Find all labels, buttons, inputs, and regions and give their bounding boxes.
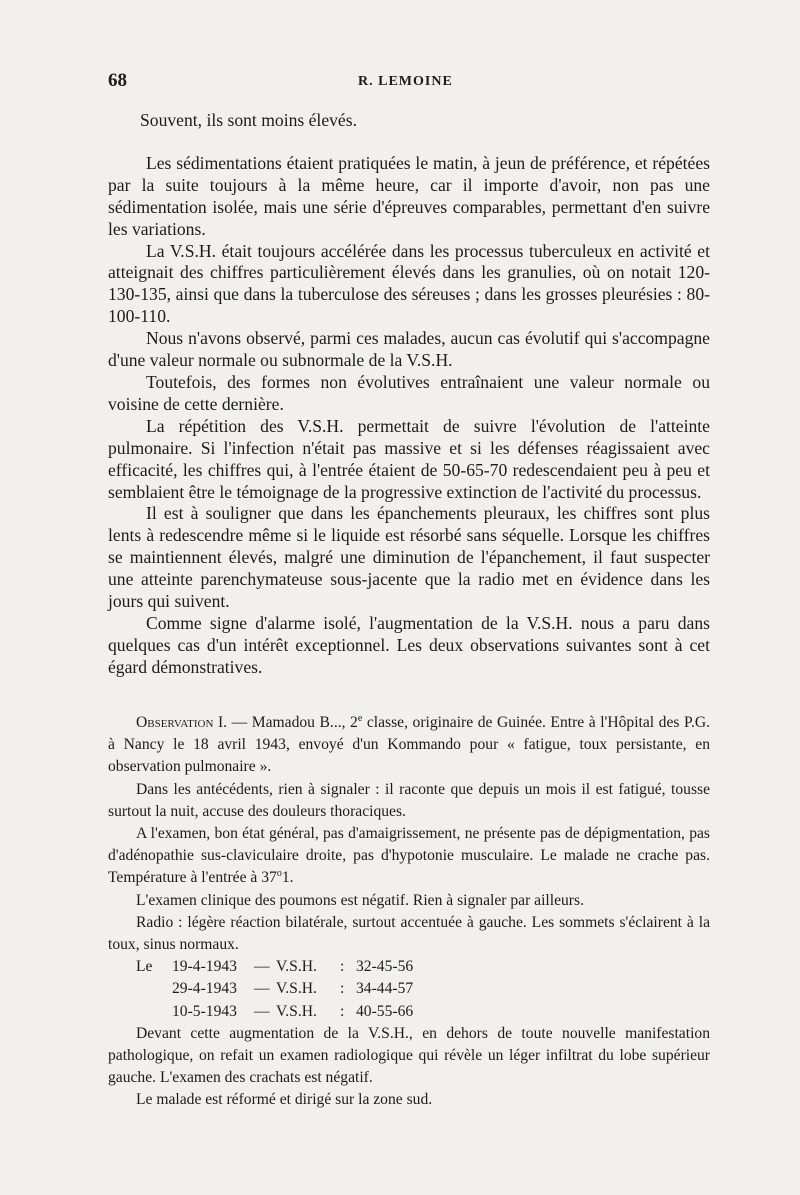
paragraph-2: Les sédimentations étaient pratiquées le matin, à jeun de préférence, et répétées par la suite toujours à la même heure, car il importe d'avoir, non pas une sédimentation isolée, mais une série d'épreuves comparables, permettant d'en suivre les variations.	[108, 152, 710, 239]
observation-intro: Observation I. — Mamadou B..., 2e classe, originaire de Guinée. Entre à l'Hôpital des P.G. à Nancy le 18 avril 1943, envoyé d'un Kommando pour « fatigue, toux persistante, en observation pulmonaire ».	[108, 712, 711, 776]
page-number: 68	[108, 70, 127, 91]
observation-history: Dans les antécédents, rien à signaler : il raconte que depuis un mois il est fatigué, tousse surtout la nuit, accuse des douleurs thoraciques.	[108, 780, 710, 820]
paragraph-1: Souvent, ils sont moins élevés.	[140, 110, 357, 130]
page-header	[108, 70, 708, 94]
paragraph-7: Il est à souligner que dans les épanchements pleuraux, les chiffres sont plus lents à redescendre même si le liquide est résorbé sans séquelle. Lorsque les chiffres se maintiennent élevés, malgré une diminution de l'épanchement, il faut suspecter une atteinte parenchymateuse sous-jacente que la radio met en évidence dans les jours qui suivent.	[108, 503, 710, 612]
vsh-row: Le 19-4-1943 — V.S.H. : 32-45-56	[136, 958, 414, 976]
main-text	[108, 110, 710, 679]
paragraph-5: Toutefois, des formes non évolutives entraînaient une valeur normale ou voisine de cette dernière.	[108, 371, 710, 414]
paragraph-3: La V.S.H. était toujours accélérée dans les processus tuberculeux en activité et atteignait des chiffres particulièrement élevés dans les granulies, où on notait 120-130-135, ainsi que dans la tuberculose des séreuses ; dans les grosses pleurésies : 80-100-110.	[108, 240, 710, 327]
paragraph-4: Nous n'avons observé, parmi ces malades, aucun cas évolutif qui s'accompagne d'une valeur normale ou subnormale de la V.S.H.	[108, 328, 710, 371]
paragraph-6: La répétition des V.S.H. permettait de suivre l'évolution de l'atteinte pulmonaire. Si l'infection n'était pas massive et si les défenses réagissaient avec efficacité, les chiffres qui, à l'entrée étaient de 50-65-70 redescendaient peu à peu et semblaient être le témoignage de la progressive extinction de l'activité du processus.	[108, 415, 710, 502]
paragraph-8: Comme signe d'alarme isolé, l'augmentation de la V.S.H. nous a paru dans quelques cas d'un intérêt exceptionnel. Les deux observations suivantes sont à cet égard démonstratives.	[108, 612, 710, 677]
vsh-table	[136, 956, 710, 1023]
observation-conclusion: Devant cette augmentation de la V.S.H., en dehors de toute nouvelle manifestation pathologique, on refait un examen radiologique qui révèle un léger infiltrat du lobe supérieur gauche. L'examen des crachats est négatif.	[108, 1024, 710, 1087]
observation-block	[108, 712, 710, 1112]
observation-exam: A l'examen, bon état général, pas d'amaigrissement, ne présente pas de dépigmentation, pas d'adénopathie sus-claviculaire droite, pas d'hypotonie musculaire. Le malade ne crache pas. Température à l'entrée à 37$^o$1.	[108, 825, 710, 887]
running-title: R. LEMOINE	[358, 74, 453, 89]
observation-outcome: Le malade est réformé et dirigé sur la zone sud.	[136, 1091, 433, 1109]
vsh-row: 10-5-1943 — V.S.H. : 40-55-66	[172, 1002, 414, 1020]
vsh-row: 29-4-1943 — V.S.H. : 34-44-57	[172, 980, 414, 998]
observation-heading: Observation I.	[136, 714, 228, 731]
observation-lungs: L'examen clinique des poumons est négatif. Rien à signaler par ailleurs.	[136, 891, 584, 909]
observation-radio: Radio : légère réaction bilatérale, surtout accentuée à gauche. Les sommets s'éclairent à la toux, sinus normaux.	[108, 913, 710, 954]
